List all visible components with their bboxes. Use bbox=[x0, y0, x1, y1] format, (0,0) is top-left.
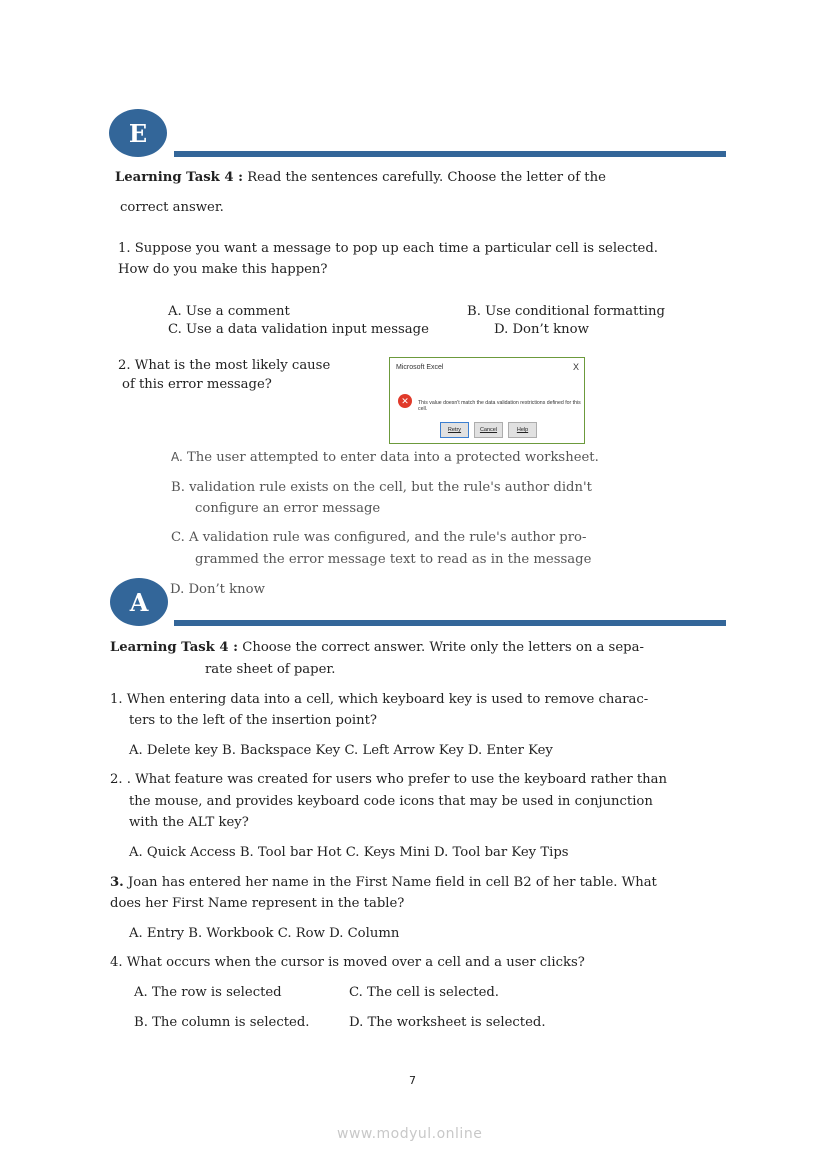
cancel-button: Cancel bbox=[474, 422, 503, 438]
option-a: A. Use a comment bbox=[168, 304, 290, 319]
section-a-badge: A bbox=[110, 578, 168, 626]
question-3-cont: does her First Name represent in the table? bbox=[110, 896, 405, 911]
q2-option-c: C. A validation rule was configured, and the rule's author pro- bbox=[171, 530, 587, 545]
question-1-cont: How do you make this happen? bbox=[118, 262, 328, 277]
task-intro: Learning Task 4 : Read the sentences carefully. Choose the letter of the bbox=[115, 170, 606, 185]
q2-option-a: A. The user attempted to enter data into a protected worksheet. bbox=[171, 450, 599, 465]
task-intro-cont: correct answer. bbox=[120, 200, 224, 215]
question-1-cont: ters to the left of the insertion point? bbox=[129, 713, 377, 728]
q2-option-b: B. validation rule exists on the cell, but the rule's author didn't bbox=[171, 480, 592, 495]
task-intro-cont: rate sheet of paper. bbox=[205, 662, 336, 677]
section-divider bbox=[174, 620, 726, 626]
close-icon: X bbox=[572, 362, 579, 372]
page-number: 7 bbox=[409, 1074, 416, 1087]
question-2: 2. What is the most likely cause bbox=[118, 358, 331, 373]
retry-button: Retry bbox=[440, 422, 469, 438]
option-d: D. Don’t know bbox=[494, 322, 589, 337]
help-button: Help bbox=[508, 422, 537, 438]
option-b: B. Use conditional formatting bbox=[467, 304, 665, 319]
task-intro: Learning Task 4 : Choose the correct answer. Write only the letters on a sepa- bbox=[110, 640, 644, 655]
error-icon: ✕ bbox=[398, 394, 412, 408]
question-3-options: A. Entry B. Workbook C. Row D. Column bbox=[129, 926, 400, 941]
option-c: C. Use a data validation input message bbox=[168, 322, 429, 337]
question-2: 2. . What feature was created for users who prefer to use the keyboard rather than bbox=[110, 772, 668, 787]
question-2-cont: the mouse, and provides keyboard code icons that may be used in conjunction bbox=[129, 794, 653, 809]
question-2-cont: of this error message? bbox=[122, 377, 272, 392]
excel-error-dialog-image bbox=[389, 357, 585, 444]
section-e-badge: E bbox=[109, 109, 167, 157]
question-2-options: A. Quick Access B. Tool bar Hot C. Keys Mini D. Tool bar Key Tips bbox=[129, 845, 569, 860]
question-2-cont: with the ALT key? bbox=[129, 815, 249, 830]
q2-option-d: D. Don’t know bbox=[170, 582, 265, 597]
dialog-title: Microsoft Excel bbox=[396, 364, 444, 371]
question-1-options: A. Delete key B. Backspace Key C. Left Arrow Key D. Enter Key bbox=[129, 743, 553, 758]
q2-option-b-cont: configure an error message bbox=[195, 501, 381, 516]
q4-option-b: B. The column is selected. bbox=[134, 1015, 310, 1030]
question-4: 4. What occurs when the cursor is moved over a cell and a user clicks? bbox=[110, 955, 585, 970]
question-3: 3. Joan has entered her name in the First Name field in cell B2 of her table. What bbox=[110, 875, 657, 890]
watermark: www.modyul.online bbox=[337, 1126, 483, 1142]
q2-option-c-cont: grammed the error message text to read as in the message bbox=[195, 552, 592, 567]
question-1: 1. When entering data into a cell, which keyboard key is used to remove charac- bbox=[110, 692, 649, 707]
section-divider bbox=[174, 151, 726, 157]
dialog-message: This value doesn't match the data validation restrictions defined for this cell. bbox=[418, 400, 581, 412]
q4-option-a: A. The row is selected bbox=[134, 985, 282, 1000]
q4-option-c: C. The cell is selected. bbox=[349, 985, 500, 1000]
q4-option-d: D. The worksheet is selected. bbox=[349, 1015, 546, 1030]
question-1: 1. Suppose you want a message to pop up each time a particular cell is selected. bbox=[118, 241, 658, 256]
